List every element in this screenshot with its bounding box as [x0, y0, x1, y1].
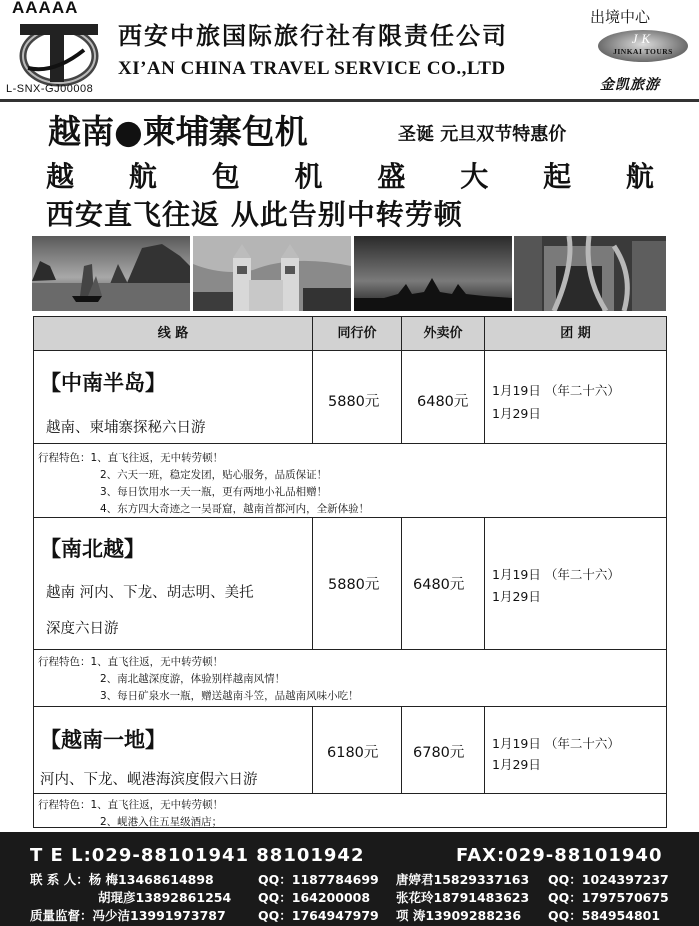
jinkai-name-cn: 金凯旅游: [600, 77, 660, 93]
route-title: 【越南一地】: [40, 728, 166, 752]
divider: [401, 351, 402, 443]
divider: [312, 517, 313, 649]
departure-date: 1月29日: [492, 757, 541, 772]
row-divider: [34, 649, 666, 650]
headline-main: 越南●柬埔寨包机: [48, 112, 308, 151]
route-title: 【南北越】: [40, 537, 145, 561]
departure-date: 1月29日: [492, 589, 541, 604]
header-peer-price: 同行价: [313, 317, 401, 351]
divider: [312, 317, 313, 351]
jinkai-monogram: JK: [631, 31, 655, 46]
route-title: 【中南半岛】: [40, 371, 166, 395]
headline-char: 航: [128, 160, 157, 193]
feature-line: 3、每日饮用水一天一瓶，更有两地小礼品相赠！: [100, 486, 328, 498]
outbound-center-label: 出境中心: [590, 8, 651, 26]
quality-supervisor: 质量监督：冯少洁13991973787: [30, 908, 226, 923]
company-name-en: XI’AN CHINA TRAVEL SERVICE CO.,LTD: [118, 58, 506, 79]
divider: [484, 351, 485, 443]
route-subtitle: 越南 河内、下龙、胡志明、美托: [46, 585, 254, 601]
company-name-cn: 西安中旅国际旅行社有限责任公司: [118, 21, 508, 50]
divider: [401, 517, 402, 649]
retail-price: 6780元: [413, 745, 465, 761]
departure-date: 1月29日: [492, 406, 541, 421]
divider: [484, 317, 485, 351]
angkor-wat-silhouette-photo: [354, 236, 512, 311]
feature-line: 行程特色：1、直飞往返，无中转劳顿！: [38, 799, 224, 811]
cts-logo-icon: [14, 10, 104, 88]
feature-line: 行程特色：1、直飞往返，无中转劳顿！: [38, 656, 224, 668]
license-number: L-SNX-GJ00008: [6, 83, 94, 95]
jinkai-name-en: JINKAI TOURS: [613, 47, 673, 56]
header-retail-price: 外卖价: [402, 317, 484, 351]
headline-direct-flight: 西安直飞往返 从此告别中转劳顿: [46, 198, 463, 231]
contact-name: 张花玲18791483623: [396, 890, 530, 905]
route-subtitle: 越南、柬埔寨探秘六日游: [46, 420, 206, 436]
headline-char: 机: [294, 160, 323, 193]
contact-qq: QQ：1024397237: [548, 872, 669, 887]
contact-name: 项 涛13909288236: [396, 908, 522, 923]
contact-qq: QQ：164200008: [258, 890, 371, 905]
divider: [401, 706, 402, 793]
retail-price: 6480元: [417, 394, 469, 410]
headline-char: 盛: [377, 160, 406, 193]
contact-qq: QQ：1797570675: [548, 890, 669, 905]
feature-line: 3、每日矿泉水一瓶，赠送越南斗笠，品越南风味小吃！: [100, 690, 359, 702]
fax-number: FAX:029-88101940: [456, 845, 663, 866]
route-subtitle: 河内、下龙、岘港海滨度假六日游: [40, 772, 258, 788]
feature-line: 2、六天一班，稳定发团，贴心服务，品质保证！: [100, 469, 328, 481]
headline-char: 越: [46, 160, 75, 193]
divider: [312, 351, 313, 443]
jinkai-logo: [598, 30, 688, 62]
row-divider: [34, 517, 666, 518]
contact-name: 唐婷君15829337163: [396, 872, 530, 887]
feature-line: 2、岘港入住五星级酒店；: [100, 816, 223, 828]
headline-charter: [46, 155, 654, 195]
feature-line: 2、南北越深度游，体验别样越南风情！: [100, 673, 286, 685]
header-divider: [0, 99, 699, 102]
halong-bay-junk-photo: [32, 236, 190, 311]
contact-qq: QQ：1764947979: [258, 908, 379, 923]
cao-dai-temple-photo: [193, 236, 351, 311]
ta-prohm-ruins-photo: [514, 236, 666, 311]
contact-name: 胡琨彦13892861254: [98, 890, 232, 905]
departure-date: 1月19日 （年二十六）: [492, 383, 620, 398]
rating-stars: AAAAA: [12, 0, 79, 17]
row-divider: [34, 793, 666, 794]
headline-char: 航: [625, 160, 654, 193]
header-route: 线 路: [34, 317, 312, 351]
contact-footer: [0, 832, 699, 926]
header-dates: 团 期: [485, 317, 666, 351]
retail-price: 6480元: [413, 577, 465, 593]
pricing-table: [33, 316, 667, 828]
contact-qq: QQ：584954801: [548, 908, 661, 923]
divider: [312, 706, 313, 793]
divider: [401, 317, 402, 351]
headline-char: 大: [460, 160, 489, 193]
divider: [484, 706, 485, 793]
peer-price: 6180元: [327, 745, 379, 761]
divider: [484, 517, 485, 649]
headline-char: 起: [543, 160, 572, 193]
contact-name: 联 系 人：杨 梅13468614898: [30, 872, 214, 887]
row-divider: [34, 443, 666, 444]
peer-price: 5880元: [328, 394, 380, 410]
route-subtitle: 深度六日游: [46, 621, 119, 637]
departure-date: 1月19日 （年二十六）: [492, 736, 620, 751]
telephone-numbers: T E L:029-88101941 88101942: [30, 845, 365, 866]
headline-sub: 圣诞 元旦双节特惠价: [398, 124, 567, 145]
headline-char: 包: [211, 160, 240, 193]
peer-price: 5880元: [328, 577, 380, 593]
departure-date: 1月19日 （年二十六）: [492, 567, 620, 582]
feature-line: 行程特色：1、直飞往返，无中转劳顿！: [38, 452, 224, 464]
contact-qq: QQ：1187784699: [258, 872, 379, 887]
row-divider: [34, 706, 666, 707]
feature-line: 4、东方四大奇迹之一吴哥窟，越南首都河内，全新体验！: [100, 503, 370, 515]
